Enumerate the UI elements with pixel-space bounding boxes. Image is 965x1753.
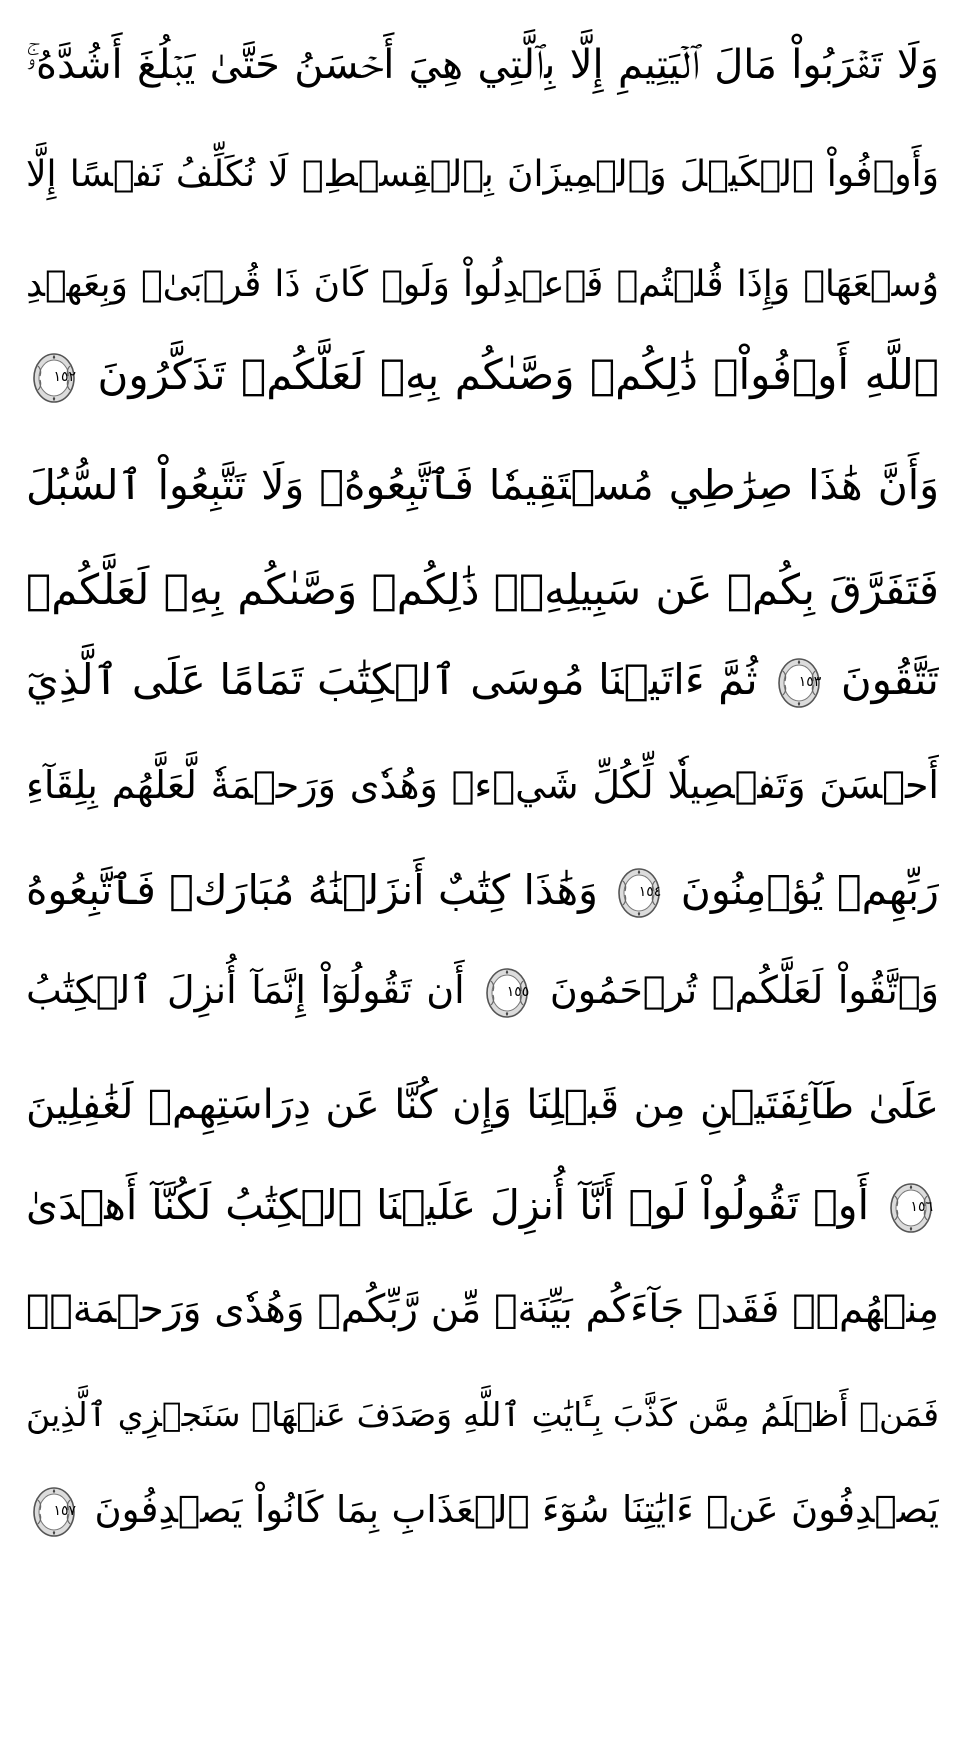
ayah-number: ١٥٢	[53, 368, 76, 385]
text-line	[26, 320, 939, 430]
ayah-number: ١٥٤	[638, 884, 662, 900]
verse-text: مِنۡهُمۡۚ فَقَدۡ جَآءَكُم بَيِّنَةٞ مِّن رَّبِّكُمۡ وَهُدٗى وَرَحۡمَةٞۚ	[26, 1287, 939, 1332]
verse-text: رَبِّهِمۡ يُؤۡمِنُونَ	[680, 866, 939, 914]
verse-text: أَحۡسَنَ وَتَفۡصِيلٗا لِّكُلِّ شَيۡءٖ وَهُدٗى وَرَحۡمَةٗ لَّعَلَّهُم بِلِقَآءِ	[26, 763, 939, 807]
verse-text: وَلَا تَقۡرَبُواْ مَالَ ٱلۡيَتِيمِ إِلَّا بِٱلَّتِي هِيَ أَحۡسَنُ حَتَّىٰ يَبۡلُغَ أَشُدَّهُۥۚ	[26, 42, 939, 88]
text-line	[26, 1050, 939, 1160]
ayah-number-marker	[777, 657, 821, 709]
ayah-number-marker	[32, 1486, 76, 1538]
ayah-number-marker	[485, 967, 529, 1019]
verse-text: أَوۡ تَقُولُواْ لَوۡ أَنَّآ أُنزِلَ عَلَيۡنَا ٱلۡكِتَٰبُ لَكُنَّآ أَهۡدَىٰ	[26, 1181, 869, 1229]
verse-text: وَٱتَّقُواْ لَعَلَّكُمۡ تُرۡحَمُونَ	[549, 968, 939, 1012]
text-line	[26, 430, 939, 540]
text-line	[26, 835, 939, 945]
ayah-number: ١٥٧	[53, 1502, 76, 1519]
ayah-number-marker	[617, 867, 661, 919]
ayah-number-marker	[32, 352, 76, 404]
ayah-number: ١٥٦	[910, 1199, 933, 1215]
text-line	[26, 10, 939, 120]
verse-text: تَتَّقُونَ	[840, 655, 939, 704]
text-line	[26, 120, 939, 230]
verse-text: ٱللَّهِ أَوۡفُواْۚ ذَٰلِكُمۡ وَصَّىٰكُم بِهِۦ لَعَلَّكُمۡ تَذَكَّرُونَ	[97, 350, 939, 399]
ayah-number: ١٥٥	[506, 983, 530, 1000]
verse-text: وَهَٰذَا كِتَٰبٌ أَنزَلۡنَٰهُ مُبَارَكٞ فَٱتَّبِعُوهُ	[26, 866, 598, 914]
text-line	[26, 1150, 939, 1260]
verse-text: أَن تَقُولُوٓاْ إِنَّمَآ أُنزِلَ ٱلۡكِتَٰبُ	[26, 968, 465, 1012]
verse-text: فَمَنۡ أَظۡلَمُ مِمَّن كَذَّبَ بِـَٔايَٰتِ ٱللَّهِ وَصَدَفَ عَنۡهَاۗ سَنَجۡزِي ٱلَّذِينَ	[26, 1395, 939, 1434]
verse-text: وُسۡعَهَاۖ وَإِذَا قُلۡتُمۡ فَٱعۡدِلُواْ وَلَوۡ كَانَ ذَا قُرۡبَىٰۖ وَبِعَهۡدِ	[26, 264, 939, 305]
text-line	[26, 730, 939, 840]
verse-text: يَصۡدِفُونَ عَنۡ ءَايَٰتِنَا سُوٓءَ ٱلۡعَذَابِ بِمَا كَانُواْ يَصۡدِفُونَ	[94, 1488, 939, 1531]
text-line	[26, 1360, 939, 1470]
text-line	[26, 1255, 939, 1365]
text-line	[26, 625, 939, 735]
verse-text: فَتَفَرَّقَ بِكُمۡ عَن سَبِيلِهِۦۚ ذَٰلِكُمۡ وَصَّىٰكُم بِهِۦ لَعَلَّكُمۡ	[26, 565, 939, 614]
ayah-number-marker	[889, 1182, 933, 1234]
text-line	[26, 935, 939, 1045]
ayah-number: ١٥٣	[798, 673, 822, 690]
verse-text: عَلَىٰ طَآئِفَتَيۡنِ مِن قَبۡلِنَا وَإِن كُنَّا عَن دِرَاسَتِهِمۡ لَغَٰفِلِينَ	[26, 1082, 939, 1128]
verse-text: وَأَوۡفُواْ ٱلۡكَيۡلَ وَٱلۡمِيزَانَ بِٱلۡقِسۡطِۖ لَا نُكَلِّفُ نَفۡسًا إِلَّا	[26, 154, 939, 195]
verse-text: وَأَنَّ هَٰذَا صِرَٰطِي مُسۡتَقِيمٗا فَٱتَّبِعُوهُۖ وَلَا تَتَّبِعُواْ ٱلسُّبُلَ	[26, 461, 939, 509]
verse-text: ثُمَّ ءَاتَيۡنَا مُوسَى ٱلۡكِتَٰبَ تَمَامًا عَلَى ٱلَّذِيٓ	[26, 655, 758, 704]
text-line	[26, 1455, 939, 1565]
